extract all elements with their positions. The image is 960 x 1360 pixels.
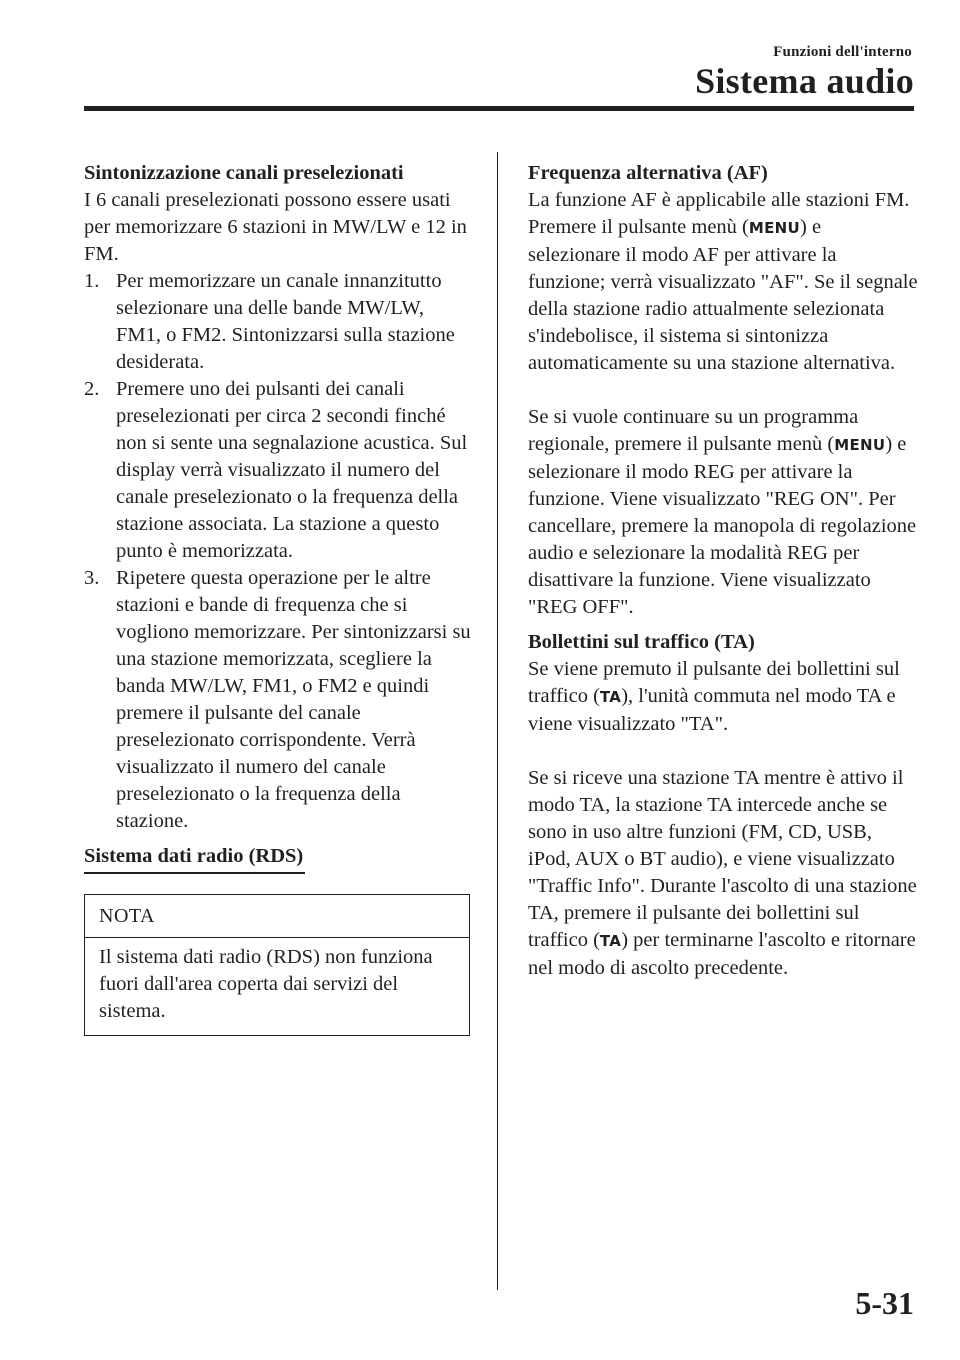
right-column	[528, 160, 918, 982]
note-title: NOTA	[85, 895, 469, 938]
reg-text-b: ) e selezionare il modo REG per attivare la funzione. Viene visualizzato "REG ON". Per cancellare, premere la manopola di regolazione audio e selezionare la modalità REG per disattivare la funzione. Viene visualizzato "REG OFF".	[528, 433, 917, 618]
list-item	[84, 376, 474, 565]
af-text-b: ) e selezionare il modo AF per attivare la funzione; verrà visualizzato "AF". Se il segnale della stazione radio attualmente selezionata s'indebolisce, il sistema si sintonizza automaticamente su una stazione alternativa.	[528, 216, 918, 374]
left-column	[84, 160, 474, 1036]
ta1-text-a: Se viene premuto il pulsante dei bollettini sul traffico (	[528, 658, 900, 707]
preset-heading: Sintonizzazione canali preselezionati	[84, 162, 404, 184]
step-number: 2.	[84, 378, 100, 400]
list-item	[84, 268, 474, 376]
ta-paragraph-2	[528, 765, 918, 982]
ta-button-glyph: TA	[599, 932, 622, 950]
running-header-title: Sistema audio	[695, 61, 914, 101]
ta2-text-a: Se si riceve una stazione TA mentre è attivo il modo TA, la stazione TA intercede anche se sono in uso altre funzioni (FM, CD, USB, iPod, AUX o BT audio), e viene visualizzato "Traffic Info". Durante l'ascolto di una stazione TA, premere il pulsante dei bollettini sul traffico (	[528, 767, 917, 951]
running-header-section: Funzioni dell'interno	[773, 44, 912, 60]
list-item	[84, 565, 474, 835]
note-box	[84, 894, 470, 1036]
note-text: Il sistema dati radio (RDS) non funziona fuori dall'area coperta dai servizi del sistema.	[99, 946, 433, 1022]
preset-intro: I 6 canali preselezionati possono essere usati per memorizzare 6 stazioni in MW/LW e 12 in FM.	[84, 189, 467, 265]
af-text-a: La funzione AF è applicabile alle stazioni FM. Premere il pulsante menù (	[528, 189, 910, 238]
step-number: 3.	[84, 567, 100, 589]
ta2-text-b: ) per terminarne l'ascolto e ritornare nel modo di ascolto precedente.	[528, 929, 916, 979]
header-rule	[84, 106, 914, 111]
step-text: Ripetere questa operazione per le altre stazioni e bande di frequenza che si vogliono memorizzare. Per sintonizzarsi su una stazione memorizzata, scegliere la banda MW/LW, FM1, o FM2 e quindi premere il pulsante del canale preselezionato corrispondente. Verrà visualizzato il numero del canale preselezionato o la frequenza della stazione.	[116, 567, 471, 832]
column-divider	[497, 152, 498, 1290]
ta-button-glyph: TA	[599, 688, 622, 706]
page-number: 5-31	[855, 1285, 914, 1321]
preset-steps	[84, 268, 474, 835]
step-text: Premere uno dei pulsanti dei canali preselezionati per circa 2 secondi finché non si sente una segnalazione acustica. Sul display verrà visualizzato il numero del canale preselezionato o la frequenza della stazione associata. La stazione a questo punto è memorizzata.	[116, 378, 468, 562]
ta-paragraph-1	[528, 656, 918, 738]
af-heading: Frequenza alternativa (AF)	[528, 162, 768, 184]
rds-heading: Sistema dati radio (RDS)	[84, 843, 305, 874]
ta1-text-b: ), l'unità commuta nel modo TA e viene visualizzato "TA".	[528, 685, 896, 735]
reg-paragraph	[528, 404, 918, 621]
rds-heading-wrap	[84, 843, 474, 874]
menu-button-glyph: MENU	[748, 219, 800, 237]
step-number: 1.	[84, 270, 100, 292]
menu-button-glyph: MENU	[834, 436, 886, 454]
ta-heading: Bollettini sul traffico (TA)	[528, 631, 755, 653]
af-paragraph	[528, 187, 918, 377]
step-text: Per memorizzare un canale innanzitutto selezionare una delle bande MW/LW, FM1, o FM2. Sintonizzarsi sulla stazione desiderata.	[116, 270, 455, 373]
reg-text-a: Se si vuole continuare su un programma regionale, premere il pulsante menù (	[528, 406, 859, 455]
